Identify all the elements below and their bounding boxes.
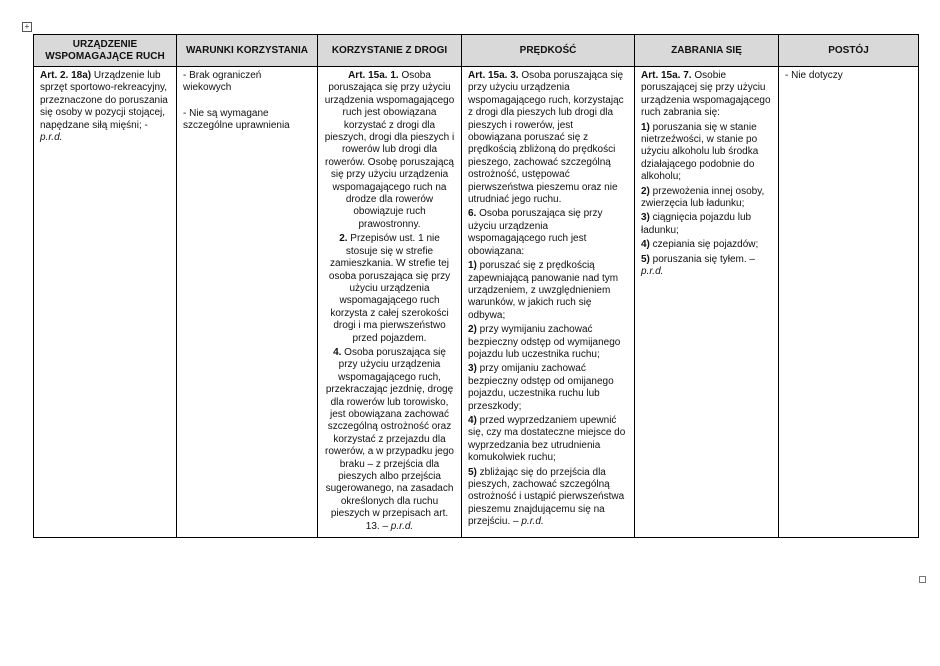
road-use-ref-1: Art. 15a. 1. xyxy=(348,70,399,81)
prohibited-item xyxy=(641,239,772,251)
speed-item-ref: 4) xyxy=(468,414,477,426)
speed-item-text: przed wyprzedzaniem upewnić się, czy ma dostateczne miejsce do wyprzedzania bez utrudnienia komukolwiek ruchu; xyxy=(468,414,626,464)
device-definition xyxy=(40,70,170,144)
speed-item-ref: 3) xyxy=(468,363,477,375)
header-conditions: WARUNKI KORZYSTANIA xyxy=(177,35,318,67)
road-use-paragraph-1 xyxy=(324,70,455,231)
header-prohibited: ZABRANIA SIĘ xyxy=(635,35,779,67)
speed-paragraph-6 xyxy=(468,208,628,258)
condition-license: - Nie są wymagane szczególne uprawnienia xyxy=(183,107,290,132)
cell-device xyxy=(34,67,177,538)
speed-item-ref: 2) xyxy=(468,324,477,336)
prohibited-ref-7: Art. 15a. 7. xyxy=(641,70,692,81)
header-road-use: KORZYSTANIE Z DROGI xyxy=(318,35,462,67)
speed-item-ref: 5) xyxy=(468,466,477,478)
speed-item xyxy=(468,324,628,361)
condition-age: - Brak ograniczeń wiekowych xyxy=(183,70,262,94)
prohibited-item xyxy=(641,254,772,279)
speed-item-text: przy wymijaniu zachować bezpieczny odstęp od wymijanego pojazdu lub uczestnika ruchu; xyxy=(468,324,621,360)
device-text: Urządzenie lub sprzęt sportowo-rekreacyjny, przeznaczone do poruszania się osoby w pozycji stojącej, napędzane siłą mięśni; - xyxy=(40,70,168,131)
device-source: p.r.d. xyxy=(40,132,63,144)
cell-parking xyxy=(779,67,919,538)
speed-item-text: przy omijaniu zachować bezpieczny odstęp od omijanego pojazdu, uczestnika ruchu lub przeszkody; xyxy=(468,363,614,412)
cell-road-use xyxy=(318,67,462,538)
prohibited-item-ref: 2) xyxy=(641,185,650,197)
speed-text-3: Osoba poruszająca się przy użyciu urządzenia wspomagającego ruch, korzystając z drogi dla pieszych lub drogi dla pieszych i rowerów, jest obowiązana poruszać się z prędkością zbliżoną do prędkości pieszego, zachować szczególną ostrożność, ustępować pierwszeństwa pieszemu oraz nie utrudniać jego ruchu. xyxy=(468,70,624,206)
table-header-row xyxy=(34,35,919,67)
prohibited-item xyxy=(641,186,772,211)
header-device: URZĄDZENIE WSPOMAGAJĄCE RUCH xyxy=(34,35,177,67)
prohibited-item-text: przewożenia innej osoby, zwierzęcia lub ładunku; xyxy=(641,185,765,210)
prohibited-item-text: poruszania się w stanie nietrzeźwości, w stanie po użyciu alkoholu lub środka działającego podobnie do alkoholu; xyxy=(641,121,759,183)
prohibited-paragraph-7 xyxy=(641,70,772,120)
speed-item xyxy=(468,363,628,413)
road-use-paragraph-4 xyxy=(324,347,455,533)
regulations-table xyxy=(33,34,919,538)
road-use-source: p.r.d. xyxy=(390,520,414,532)
prohibited-item-text: poruszania się tyłem. – xyxy=(649,253,755,265)
cell-conditions xyxy=(177,67,318,538)
table-row xyxy=(34,67,919,538)
prohibited-source: p.r.d. xyxy=(641,266,664,278)
speed-item-text: zbliżając się do przejścia dla pieszych, zachować szczególną ostrożność i ustąpić pierwszeństwa pieszemu znajdującemu się na przejściu. – xyxy=(468,466,625,528)
road-use-text-2: Przepisów ust. 1 nie stosuje się w strefie zamieszkania. W strefie tej osoba poruszająca się przy użyciu urządzenia wspomagającego ruch korzysta z całej szerokości drogi i ma pierwszeństwo przed pojazdem. xyxy=(328,233,451,344)
table-resize-handle-icon[interactable] xyxy=(919,576,926,583)
prohibited-item-ref: 5) xyxy=(641,253,650,265)
speed-item xyxy=(468,467,628,529)
speed-ref-6: 6. xyxy=(468,208,477,220)
speed-item xyxy=(468,260,628,322)
speed-item-text: poruszać się z prędkością zapewniającą panowanie nad tym urządzeniem, z uwzględnieniem warunków, w jakich ruch się odbywa; xyxy=(468,260,619,321)
prohibited-item xyxy=(641,122,772,184)
road-use-text-1: Osoba poruszająca się przy użyciu urządzenia wspomagającego ruch jest obowiązana korzystać z drogi dla pieszych, drogi dla pieszych i rowerów lub drogi dla rowerów. Osobę poruszającą się przy użyciu urządzenia wspomagającego ruch na drodze dla rowerów obowiązuje ruch prawostronny. xyxy=(324,70,455,230)
prohibited-text-7: Osobie poruszającej się przy użyciu urządzenia wspomagającego ruch zabrania się: xyxy=(641,70,771,119)
road-use-text-4: Osoba poruszająca się przy użyciu urządzenia wspomagającego ruch, przekraczając jezdnię, drogę dla rowerów lub torowisko, jest obowiązana zachować szczególną ostrożność oraz korzystać z przejazdu dla rowerów, a w przypadku jego braku – z przejścia dla pieszych albo przejścia sugerowanego, na zasadach określonych dla ruchu pieszych w przepisach art. 13. – xyxy=(325,346,454,532)
prohibited-item-ref: 1) xyxy=(641,121,650,133)
device-ref: Art. 2. 18a) xyxy=(40,70,92,81)
prohibited-item-ref: 3) xyxy=(641,212,650,224)
prohibited-item-ref: 4) xyxy=(641,239,650,251)
cell-speed xyxy=(462,67,635,538)
road-use-paragraph-2 xyxy=(324,233,455,345)
prohibited-item-text: czepiania się pojazdów; xyxy=(649,239,759,251)
prohibited-item xyxy=(641,212,772,237)
speed-item-ref: 1) xyxy=(468,260,477,272)
speed-text-6: Osoba poruszająca się przy użyciu urządzenia wspomagającego ruch jest obowiązana: xyxy=(468,208,603,257)
header-parking: POSTÓJ xyxy=(779,35,919,67)
speed-ref-3: Art. 15a. 3. xyxy=(468,70,519,81)
speed-item xyxy=(468,415,628,465)
prohibited-item-text: ciągnięcia pojazdu lub ładunku; xyxy=(641,212,752,236)
speed-paragraph-3 xyxy=(468,70,628,206)
table-move-handle-icon[interactable]: + xyxy=(22,22,32,32)
header-speed: PRĘDKOŚĆ xyxy=(462,35,635,67)
parking-text: - Nie dotyczy xyxy=(785,70,843,81)
road-use-ref-4: 4. xyxy=(333,346,342,358)
road-use-ref-2: 2. xyxy=(339,233,348,245)
speed-source: p.r.d. xyxy=(521,516,544,528)
cell-prohibited xyxy=(635,67,779,538)
